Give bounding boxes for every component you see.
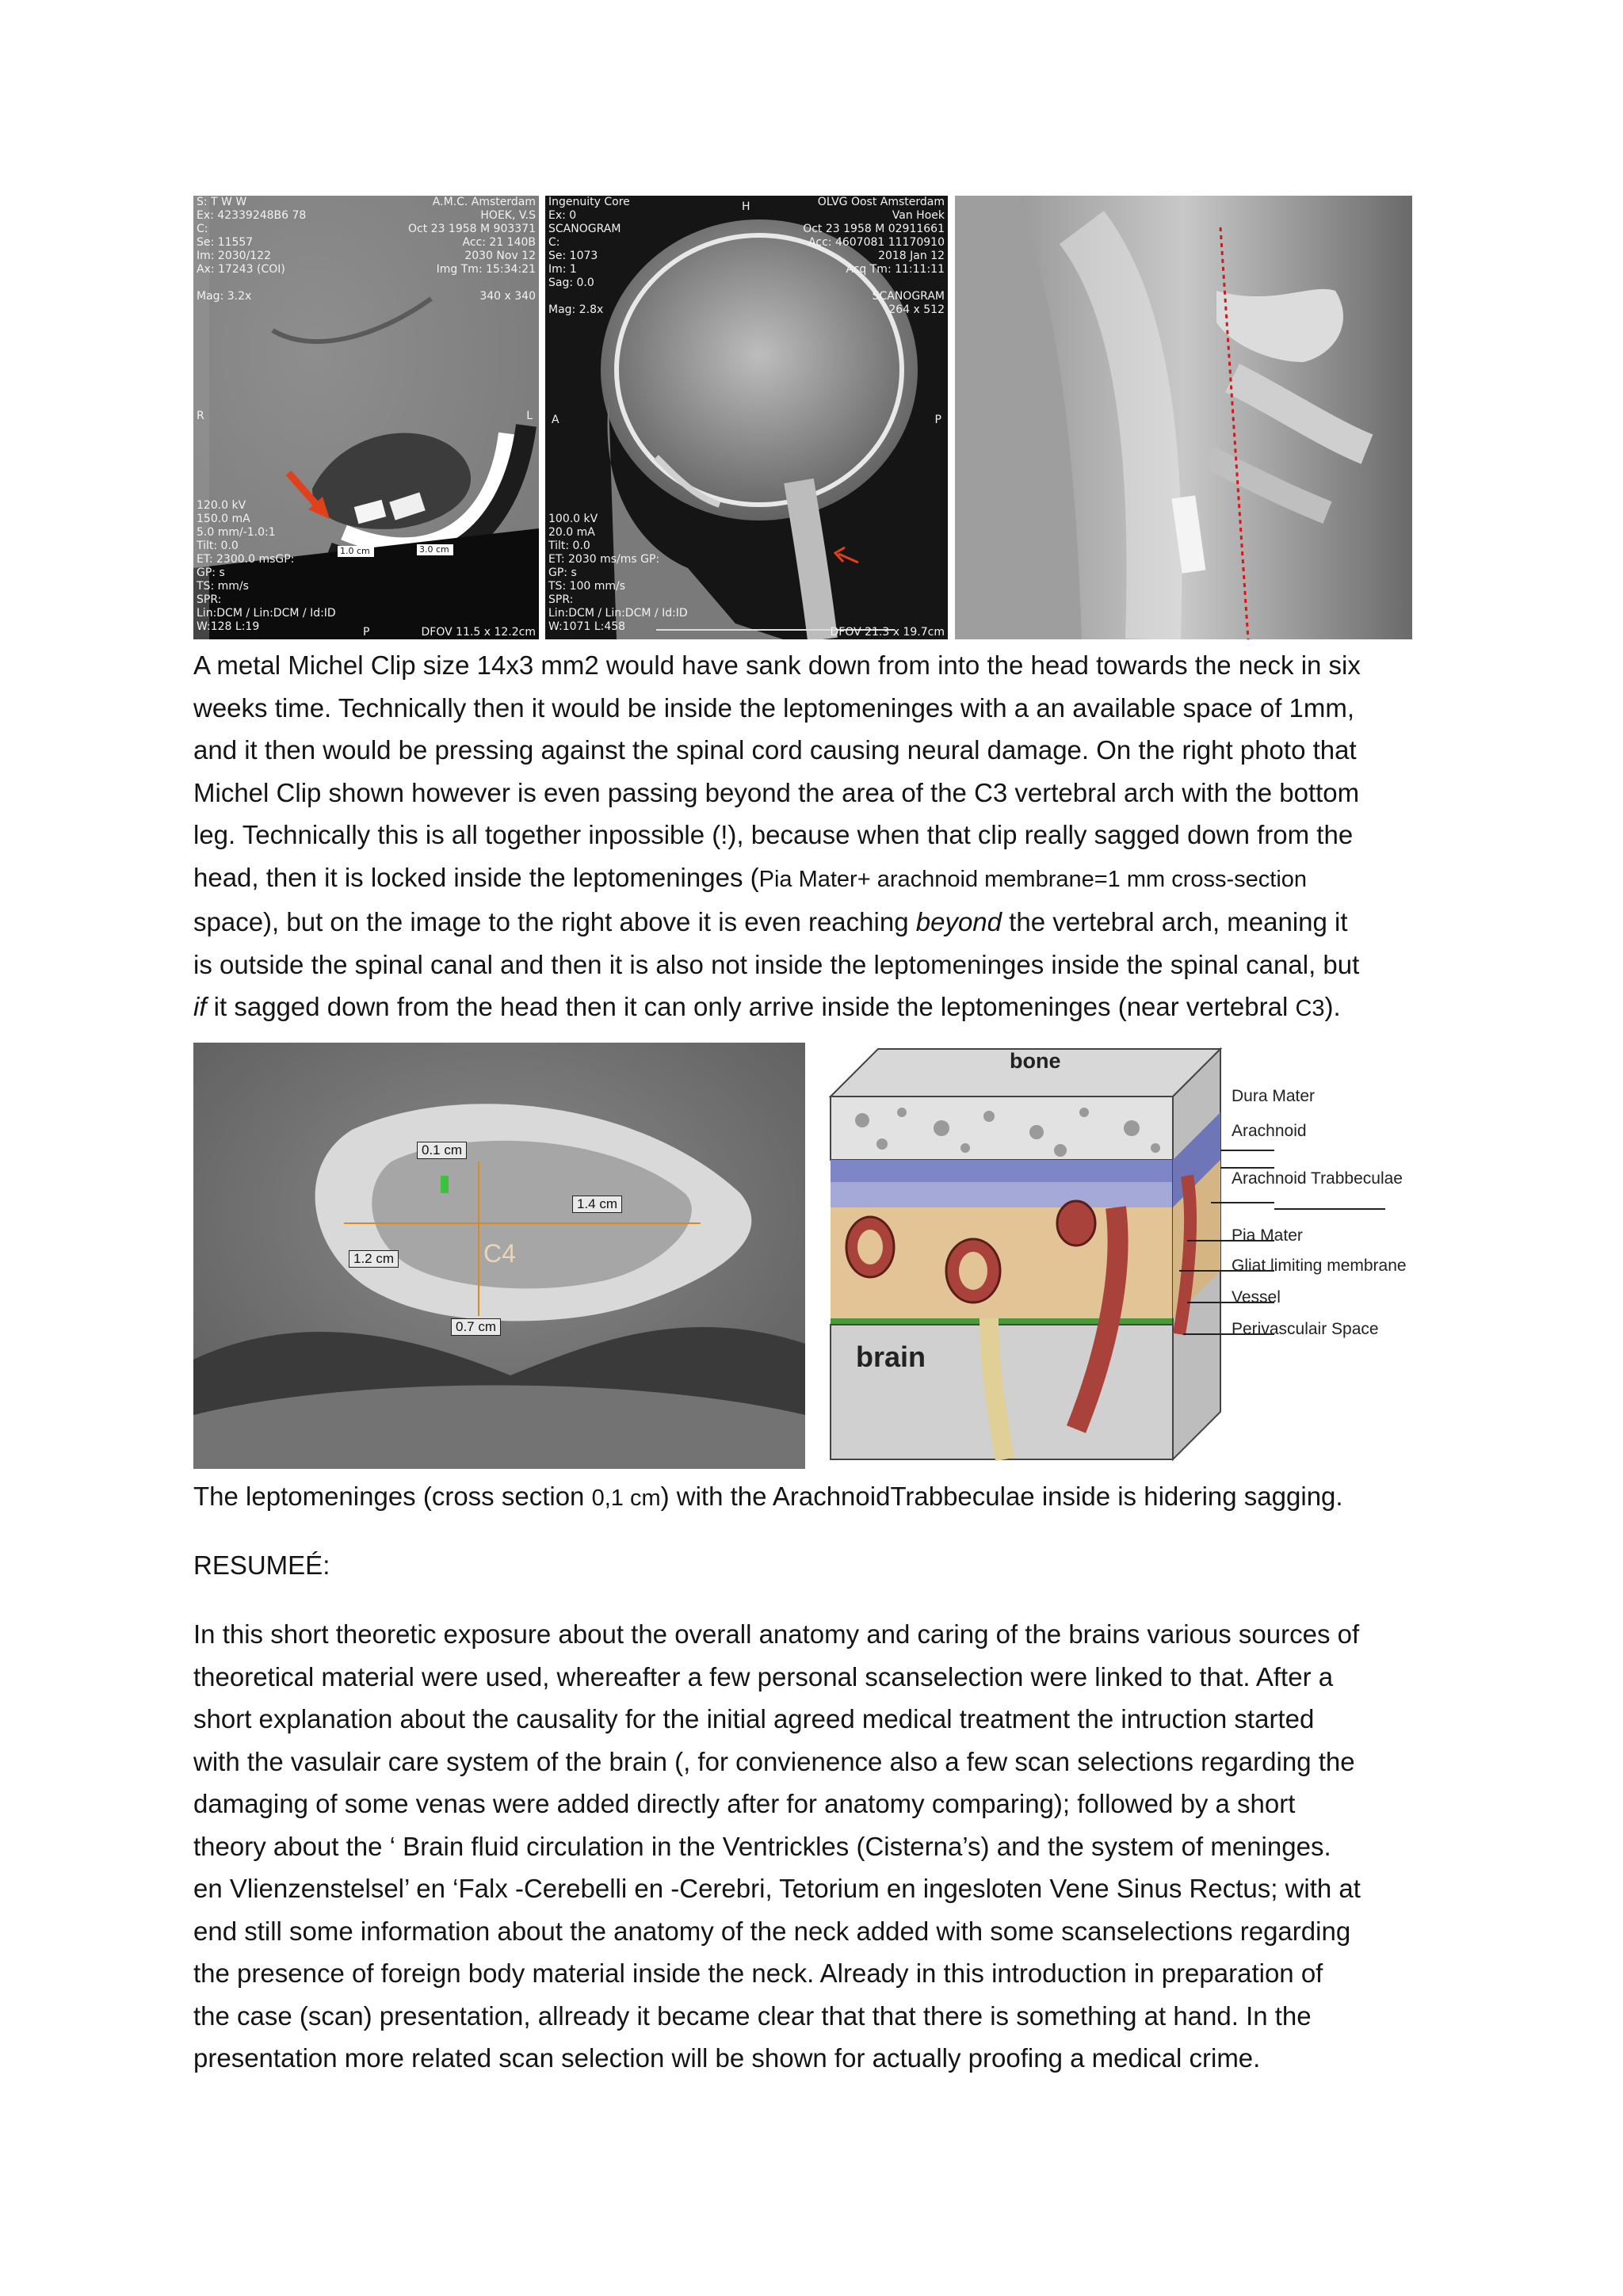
paragraph-clip-explanation [193,644,1438,1031]
text-line: theoretical material were used, whereafter a few personal scanselection were linked to that. After a [193,1661,1334,1691]
scout-overlay-top-right: OLVG Oost Amsterdam Van Hoek Oct 23 1958 M 02911661 Acc: 4607081 11170910 2018 Jan 12 Acq Tm: 11:11:11 SCANOGRAM 264 x 512 [803,196,945,316]
ct-bottom-p: P [363,626,370,639]
figure-caption [193,1475,1438,1520]
diagram-label-vessel: Vessel [1232,1288,1281,1306]
text-emphasis: beyond [915,907,1002,936]
diagram-label-arachnoid-trabbeculae: Arachnoid Trabbeculae [1232,1169,1403,1188]
ct-scale-2: 3.0 cm [419,544,449,555]
text-span: The leptomeninges (cross section [193,1482,592,1511]
ct-overlay-bottom-left: 120.0 kV 150.0 mA 5.0 mm/-1.0:1 Tilt: 0.0 ET: 2300.0 msGP: GP: s TS: mm/s SPR: Lin:DCM / Lin:DCM / Id:ID W:128 L:19 [197,499,336,633]
text-line [193,856,1438,902]
text-line: weeks time. Technically then it would be inside the leptomeninges with a an available space of 1mm, [193,692,1355,723]
text-line: leg. Technically this is all together inpossible (!), because when that clip really sagged down from the [193,820,1354,849]
text-span-small: 0,1 cm [591,1486,661,1511]
diagram-label-pia-mater: Pia Mater [1232,1226,1303,1245]
scout-orient-h: H [742,200,750,213]
text-line [193,986,1438,1031]
scout-overlay-top-left: Ingenuity Core Ex: 0 SCANOGRAM C: Se: 1073 Im: 1 Sag: 0.0 Mag: 2.8x [548,196,630,316]
text-line: is outside the spinal canal and then it is also not inside the leptomeninges inside the spinal canal, but [193,949,1360,979]
diagram-label-dura-mater: Dura Mater [1232,1087,1316,1105]
measure-label-0-7cm: 0.7 cm [451,1318,501,1336]
caption-line [193,1475,1438,1520]
ct-scan-panel [193,196,539,639]
text-line [193,901,1438,944]
diagram-label-arachnoid: Arachnoid [1232,1122,1307,1140]
text-span: head, then it is locked inside the leptomeninges ( [193,862,759,892]
text-span: it sagged down from the head then it can only arrive inside the leptomeninges (near vertebral [206,992,1296,1021]
paragraph-resume [193,1613,1438,2080]
text-line: the case (scan) presentation, allready it became clear that that there is something at hand. In the [193,2000,1312,2031]
measure-label-1-4cm: 1.4 cm [572,1196,622,1213]
scout-overlay-bottom-right: DFOV 21.3 x 19.7cm [830,626,945,639]
text-emphasis: if [193,992,207,1021]
scout-orient-a: A [552,414,559,426]
meninges-diagram-panel [815,1033,1417,1474]
text-span-small: C3 [1295,996,1325,1021]
scout-orient-p: P [934,414,941,426]
ct-scale-1: 1.0 cm [340,546,370,556]
diagram-label-perivasculair-space: Perivasculair Space [1232,1320,1379,1338]
text-span: ) with the ArachnoidTrabbeculae inside is hidering sagging. [660,1482,1343,1511]
text-line: A metal Michel Clip size 14x3 mm2 would have sank down from into the head towards the neck in six [193,650,1361,680]
text-line: the presence of foreign body material inside the neck. Already in this introduction in preparation of [193,1958,1323,1988]
text-line: and it then would be pressing against the spinal cord causing neural damage. On the right photo that [193,735,1357,765]
neck-xray-image [955,196,1412,639]
text-span: ). [1324,992,1341,1021]
measure-label-0-1cm: 0.1 cm [417,1142,467,1159]
diagram-label-brain: brain [856,1341,926,1373]
measure-label-1-2cm: 1.2 cm [349,1250,399,1268]
section-heading-resume: RESUMEÉ: [193,1550,330,1580]
text-span-small: Pia Mater+ arachnoid membrane=1 mm cross-section [758,866,1308,892]
ct-overlay-top-left: S: T W W Ex: 42339248B6 78 C: Se: 11557 Im: 2030/122 Ax: 17243 (COI) Mag: 3.2x [197,196,307,303]
diagram-label-bone: bone [1010,1049,1061,1073]
diagram-label-gliat-limiting-membrane: Gliat limiting membrane [1232,1257,1407,1275]
ct-overlay-top-right: A.M.C. Amsterdam HOEK, V.S Oct 23 1958 M 903371 Acc: 21 140B 2030 Nov 12 Img Tm: 15:34:21 340 x 340 [408,196,536,303]
text-line: In this short theoretic exposure about the overall anatomy and caring of the brains various sources of [193,1619,1360,1649]
scout-scan-panel [545,196,948,639]
mri-cross-section-panel [193,1043,805,1469]
text-line: presentation more related scan selection will be shown for actually proofing a medical crime. [193,2043,1261,2073]
ct-overlay-bottom-right: DFOV 11.5 x 12.2cm [421,626,536,639]
text-line: end still some information about the anatomy of the neck added with some scanselections regarding [193,1916,1351,1946]
neck-xray-panel [955,196,1412,639]
scout-overlay-bottom-left: 100.0 kV 20.0 mA Tilt: 0.0 ET: 2030 ms/ms GP: GP: s TS: 100 mm/s SPR: Lin:DCM / Lin:DCM / Id:ID W:1071 L:458 [548,513,688,633]
text-line: short explanation about the causality for the initial agreed medical treatment the intruction started [193,1704,1315,1733]
text-line: with the vasulair care system of the brain (, for convienence also a few scan selections regarding the [193,1746,1355,1776]
text-line: damaging of some venas were added directly after for anatomy comparing); followed by a short [193,1789,1296,1818]
ct-side-label: R [197,410,204,422]
ct-orient-right: L [526,410,533,422]
vertebra-label-c4: C4 [483,1239,516,1268]
text-span: the vertebral arch, meaning it [1002,907,1348,936]
text-line: Michel Clip shown however is even passing beyond the area of the C3 vertebral arch with the bottom [193,777,1360,807]
text-line: en Vlienzenstelsel’ en ‘Falx -Cerebelli en -Cerebri, Tetorium en ingesloten Vene Sinus Rectus; with at [193,1874,1361,1903]
text-line: theory about the ‘ Brain fluid circulation in the Ventrickles (Cisterna’s) and the system of meninges. [193,1831,1331,1861]
text-span: space), but on the image to the right above it is even reaching [193,907,916,936]
meninges-diagram-image [815,1033,1417,1474]
